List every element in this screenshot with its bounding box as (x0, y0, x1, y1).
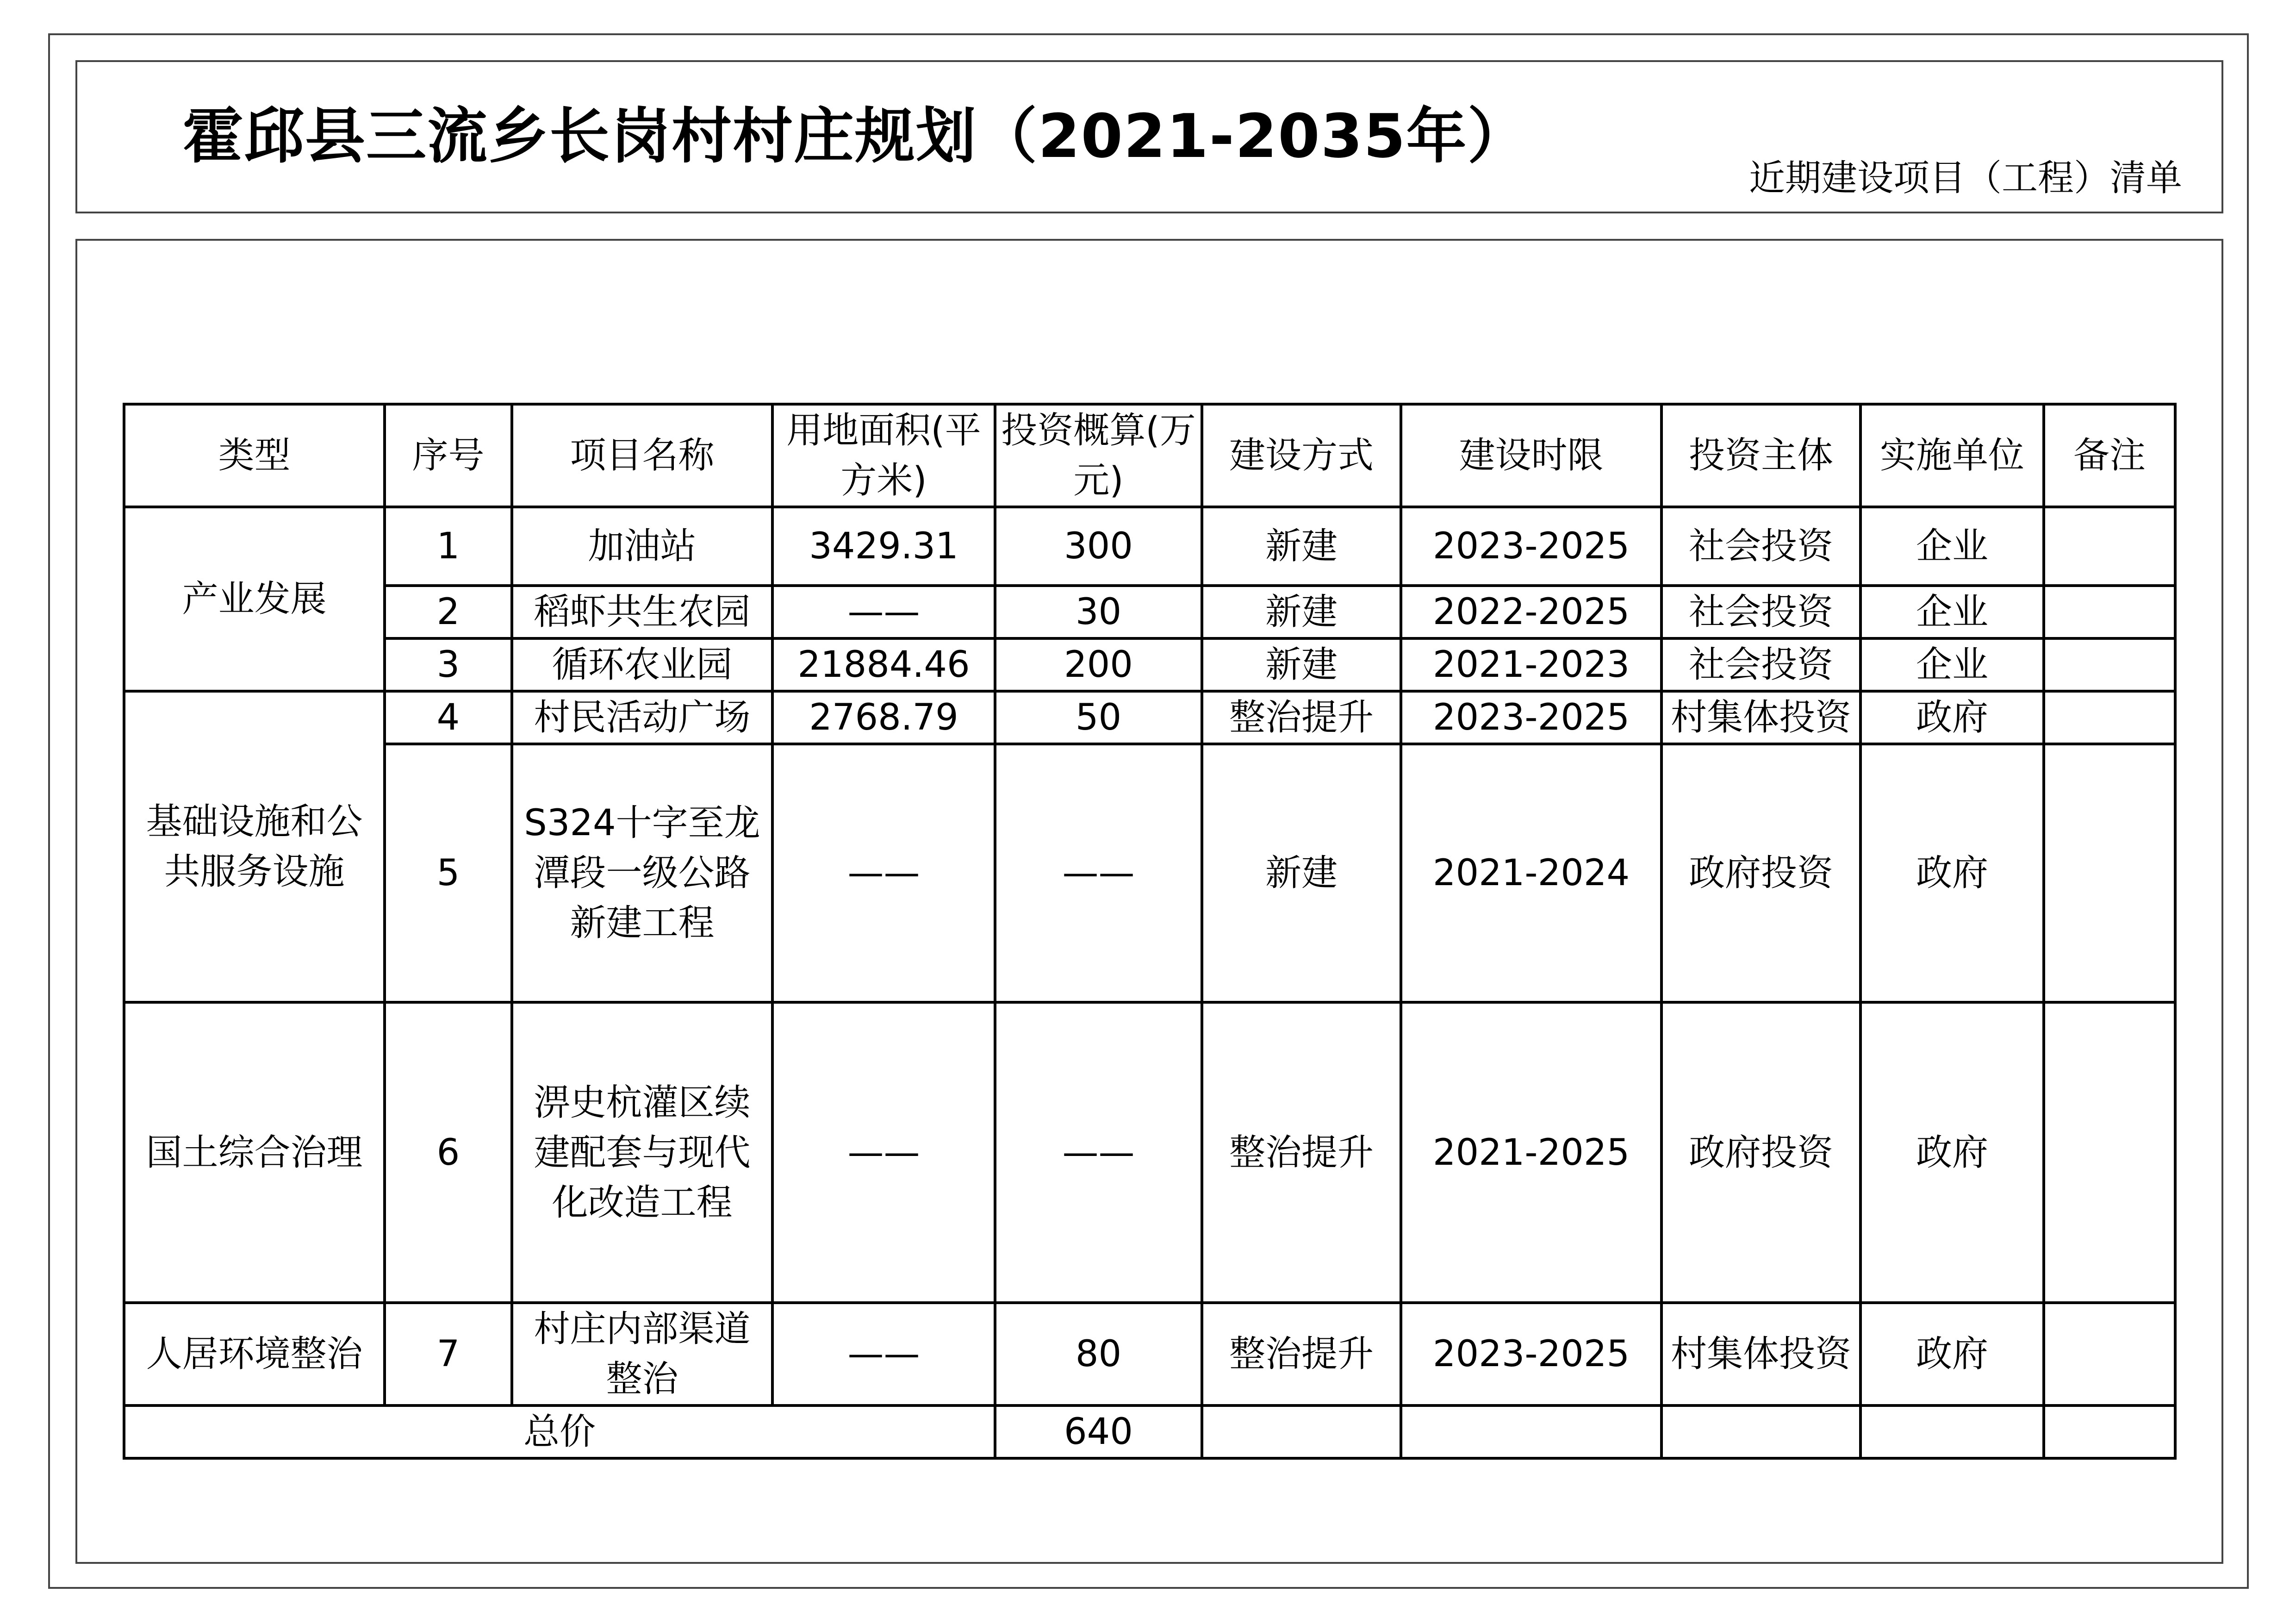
name-cell: S324十字至龙潭段一级公路新建工程 (512, 744, 772, 1002)
period-cell: 2023-2025 (1401, 1303, 1661, 1405)
invest-cell: 300 (995, 507, 1202, 586)
empty-cell (1860, 1405, 2044, 1458)
header-cell: 投资主体 (1661, 404, 1860, 507)
name-cell: 稻虾共生农园 (512, 586, 772, 638)
name-cell: 淠史杭灌区续建配套与现代化改造工程 (512, 1002, 772, 1303)
invest-cell: 30 (995, 586, 1202, 638)
unit-cell: 政府 (1860, 744, 2044, 1002)
name-cell: 循环农业园 (512, 638, 772, 691)
note-cell (2044, 744, 2175, 1002)
unit-cell: 企业 (1860, 638, 2044, 691)
mode-cell: 整治提升 (1202, 1002, 1401, 1303)
empty-cell (1202, 1405, 1401, 1458)
table-row (124, 1002, 2175, 1303)
invest-cell: 50 (995, 691, 1202, 744)
investor-cell: 社会投资 (1661, 638, 1860, 691)
category-cell: 人居环境整治 (124, 1303, 385, 1405)
empty-cell (1661, 1405, 1860, 1458)
mode-cell: 新建 (1202, 744, 1401, 1002)
area-cell: —— (772, 1002, 995, 1303)
period-cell: 2021-2024 (1401, 744, 1661, 1002)
category-cell: 产业发展 (124, 507, 385, 691)
table-row (124, 1303, 2175, 1405)
table-row (124, 507, 2175, 586)
note-cell (2044, 691, 2175, 744)
category-cell: 国土综合治理 (124, 1002, 385, 1303)
note-cell (2044, 1002, 2175, 1303)
table-row (124, 638, 2175, 691)
mode-cell: 整治提升 (1202, 1303, 1401, 1405)
period-cell: 2022-2025 (1401, 586, 1661, 638)
invest-cell: —— (995, 1002, 1202, 1303)
no-cell: 5 (385, 744, 512, 1002)
period-cell: 2021-2023 (1401, 638, 1661, 691)
name-cell: 村民活动广场 (512, 691, 772, 744)
period-cell: 2023-2025 (1401, 507, 1661, 586)
header-cell: 序号 (385, 404, 512, 507)
area-cell: —— (772, 586, 995, 638)
total-label-cell: 总价 (124, 1405, 995, 1458)
investor-cell: 村集体投资 (1661, 691, 1860, 744)
table-header-row (124, 404, 2175, 507)
note-cell (2044, 1303, 2175, 1405)
name-cell: 村庄内部渠道整治 (512, 1303, 772, 1405)
table-row (124, 744, 2175, 1002)
period-cell: 2023-2025 (1401, 691, 1661, 744)
header-cell: 实施单位 (1860, 404, 2044, 507)
mode-cell: 新建 (1202, 586, 1401, 638)
header-cell: 投资概算(万元) (995, 404, 1202, 507)
unit-cell: 政府 (1860, 1303, 2044, 1405)
total-row (124, 1405, 2175, 1458)
investor-cell: 政府投资 (1661, 1002, 1860, 1303)
name-cell: 加油站 (512, 507, 772, 586)
mode-cell: 整治提升 (1202, 691, 1401, 744)
table-row (124, 691, 2175, 744)
empty-cell (2044, 1405, 2175, 1458)
invest-cell: 200 (995, 638, 1202, 691)
unit-cell: 政府 (1860, 1002, 2044, 1303)
unit-cell: 企业 (1860, 586, 2044, 638)
header-cell: 用地面积(平方米) (772, 404, 995, 507)
area-cell: 3429.31 (772, 507, 995, 586)
note-cell (2044, 586, 2175, 638)
unit-cell: 企业 (1860, 507, 2044, 586)
no-cell: 3 (385, 638, 512, 691)
table-row (124, 586, 2175, 638)
no-cell: 1 (385, 507, 512, 586)
header-cell: 备注 (2044, 404, 2175, 507)
total-value-cell: 640 (995, 1405, 1202, 1458)
invest-cell: —— (995, 744, 1202, 1002)
investor-cell: 社会投资 (1661, 586, 1860, 638)
project-table (123, 403, 2177, 1460)
area-cell: 2768.79 (772, 691, 995, 744)
no-cell: 6 (385, 1002, 512, 1303)
no-cell: 4 (385, 691, 512, 744)
period-cell: 2021-2025 (1401, 1002, 1661, 1303)
page-title: 霍邱县三流乡长岗村村庄规划（2021-2035年） (183, 101, 1529, 171)
no-cell: 7 (385, 1303, 512, 1405)
area-cell: 21884.46 (772, 638, 995, 691)
note-cell (2044, 507, 2175, 586)
header-cell: 建设时限 (1401, 404, 1661, 507)
mode-cell: 新建 (1202, 638, 1401, 691)
header-cell: 建设方式 (1202, 404, 1401, 507)
page-subtitle: 近期建设项目（工程）清单 (1748, 157, 2182, 199)
note-cell (2044, 638, 2175, 691)
empty-cell (1401, 1405, 1661, 1458)
no-cell: 2 (385, 586, 512, 638)
mode-cell: 新建 (1202, 507, 1401, 586)
investor-cell: 社会投资 (1661, 507, 1860, 586)
invest-cell: 80 (995, 1303, 1202, 1405)
category-cell: 基础设施和公共服务设施 (124, 691, 385, 1002)
header-cell: 项目名称 (512, 404, 772, 507)
area-cell: —— (772, 1303, 995, 1405)
area-cell: —— (772, 744, 995, 1002)
investor-cell: 村集体投资 (1661, 1303, 1860, 1405)
header-cell: 类型 (124, 404, 385, 507)
unit-cell: 政府 (1860, 691, 2044, 744)
investor-cell: 政府投资 (1661, 744, 1860, 1002)
